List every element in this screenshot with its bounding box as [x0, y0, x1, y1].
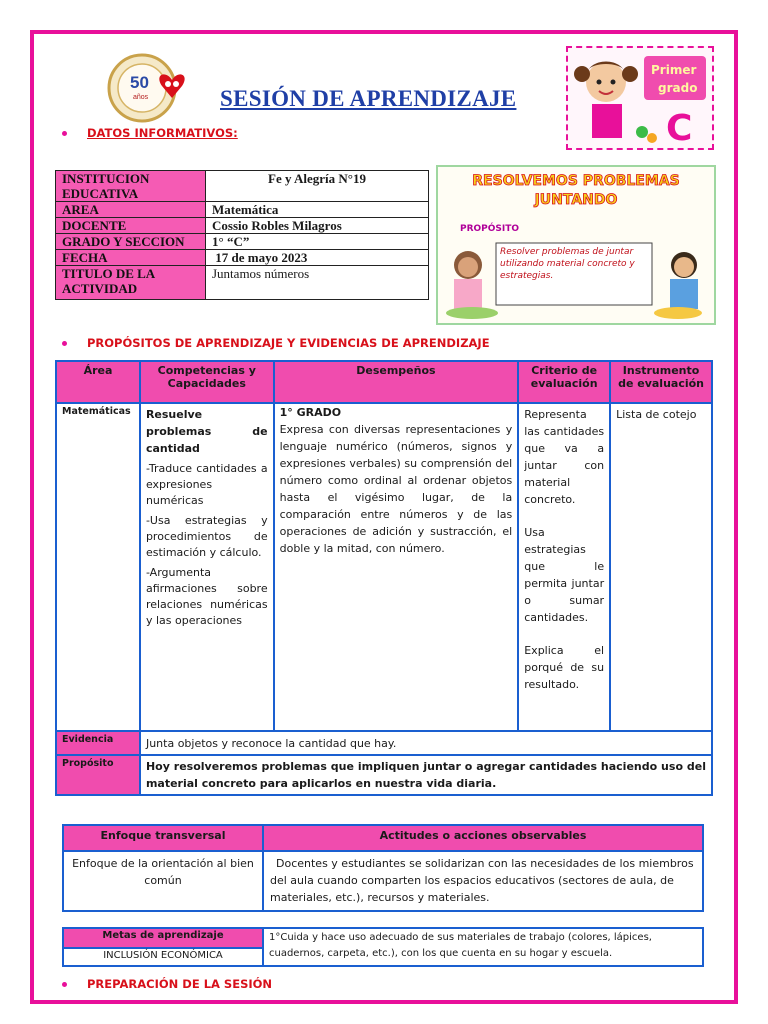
- info-value: Matemática: [206, 202, 429, 218]
- cell-instrumento: Lista de cotejo: [610, 403, 712, 731]
- enfoque-header: Enfoque transversal: [63, 825, 263, 851]
- info-row: [56, 234, 429, 250]
- grade-letter: C: [666, 108, 693, 148]
- info-key: INSTITUCION EDUCATIVA: [56, 171, 206, 202]
- info-row: [56, 218, 429, 234]
- header-instrumento: Instrumento de evaluación: [610, 361, 712, 403]
- metas-table: [62, 927, 704, 967]
- capacidad-item: -Traduce cantidades a expresiones numéricas: [145, 462, 268, 507]
- header-desempenos: Desempeños: [274, 361, 519, 403]
- page-title: SESIÓN DE APRENDIZAJE: [220, 86, 517, 111]
- metas-value: INCLUSIÓN ECONÓMICA: [63, 948, 263, 966]
- section-heading-propositos: [62, 336, 490, 350]
- poster-title-2: JUNTANDO: [534, 192, 618, 208]
- evidencia-label: Evidencia: [56, 731, 140, 755]
- enfoque-table: [62, 824, 704, 912]
- table-header-row: [56, 361, 712, 403]
- capacidad-item: -Argumenta afirmaciones sobre relaciones numéricas y las operaciones: [145, 566, 268, 627]
- grade-label-1: Primer: [651, 63, 697, 77]
- metas-label: Metas de aprendizaje: [63, 928, 263, 948]
- cell-desempenos: [274, 403, 519, 731]
- enfoque-row: [63, 851, 703, 911]
- section-heading-propositos-label: PROPÓSITOS DE APRENDIZAJE Y EVIDENCIAS DE APRENDIZAJE: [87, 336, 490, 350]
- info-value: Fe y Alegría N°19: [206, 171, 429, 202]
- bullet-icon: [62, 982, 67, 987]
- criterio-item: Representa las cantidades que va a juntar con material concreto.: [524, 408, 605, 506]
- bullet-icon: [62, 131, 67, 136]
- proposito-label: Propósito: [56, 755, 140, 795]
- info-key: FECHA: [56, 250, 206, 266]
- grade-label-2: grado: [658, 81, 698, 95]
- poster-label: PROPÓSITO: [460, 224, 520, 234]
- info-value: Cossio Robles Milagros: [206, 218, 429, 234]
- info-key: DOCENTE: [56, 218, 206, 234]
- info-value: 1° “C”: [206, 234, 429, 250]
- info-value: 17 de mayo 2023: [206, 250, 429, 266]
- section-heading-datos-label: DATOS INFORMATIVOS:: [87, 126, 238, 140]
- capacidad-item: -Usa estrategias y procedimientos de estimación y cálculo.: [145, 514, 268, 559]
- info-key: TITULO DE LA ACTIVIDAD: [56, 266, 206, 300]
- purpose-poster: [436, 165, 716, 325]
- enfoque-header-row: [63, 825, 703, 851]
- learning-table: [55, 360, 713, 796]
- info-key: GRADO Y SECCION: [56, 234, 206, 250]
- cell-criterio: [518, 403, 610, 731]
- info-row: [56, 266, 429, 300]
- enfoque-actions: Docentes y estudiantes se solidarizan con las necesidades de los miembros del aula cuando comparten los espacios educativos (sectores de aula, de materiales, etc.), recursos y materiales.: [263, 851, 703, 911]
- proposito-text: Hoy resolveremos problemas que impliquen juntar o agregar cantidades haciendo uso del material concreto para aplicarlos en nuestra vida diaria.: [140, 755, 712, 795]
- evidencia-text: Junta objetos y reconoce la cantidad que hay.: [140, 731, 712, 755]
- info-key: AREA: [56, 202, 206, 218]
- section-heading-preparacion: [62, 977, 272, 991]
- enfoque-name: Enfoque de la orientación al bien común: [63, 851, 263, 911]
- criterio-item: Usa estrategias que le permita juntar o sumar cantidades.: [524, 526, 605, 624]
- info-row: [56, 171, 429, 202]
- info-row: [56, 250, 429, 266]
- poster-text: Resolver problemas de juntar utilizando material concreto y estrategias.: [500, 247, 635, 281]
- desempeno-text: Expresa con diversas representaciones y lenguaje numérico (números, signos y expresiones verbales) su comprensión del número como ordinal al ordenar objetos hasta el vigésimo lugar, de la comparación entre números y de las operaciones de adición y sustracción, el doble y la mitad, con número.: [279, 423, 513, 555]
- section-heading-datos: [62, 126, 238, 140]
- actitudes-header: Actitudes o acciones observables: [263, 825, 703, 851]
- info-table: [55, 170, 429, 300]
- logo-number: 50: [130, 73, 149, 92]
- school-logo: [106, 52, 198, 124]
- competencia-title: Resuelve problemas de cantidad: [145, 408, 268, 455]
- cell-competencias: [140, 403, 274, 731]
- cell-area: Matemáticas: [56, 403, 140, 731]
- info-value: Juntamos números: [206, 266, 429, 300]
- header-area: Área: [56, 361, 140, 403]
- grade-illustration: [566, 46, 714, 150]
- poster-title-1: RESOLVEMOS PROBLEMAS: [472, 173, 680, 189]
- metas-row: [63, 928, 703, 948]
- criterio-item: Explica el porqué de su resultado.: [524, 644, 605, 691]
- section-heading-preparacion-label: PREPARACIÓN DE LA SESIÓN: [87, 977, 273, 991]
- metas-text: 1°Cuida y hace uso adecuado de sus materiales de trabajo (colores, lápices, cuadernos, carpeta, etc.), con los que cuenta en su hogar y escuela.: [263, 928, 703, 966]
- grado-label: 1° GRADO: [279, 406, 342, 419]
- header-criterio: Criterio de evaluación: [518, 361, 610, 403]
- table-row: [56, 403, 712, 731]
- header-competencias: Competencias y Capacidades: [140, 361, 274, 403]
- table-row-proposito: [56, 755, 712, 795]
- bullet-icon: [62, 341, 67, 346]
- table-row-evidencia: [56, 731, 712, 755]
- info-row: [56, 202, 429, 218]
- logo-subtitle: años: [133, 94, 149, 101]
